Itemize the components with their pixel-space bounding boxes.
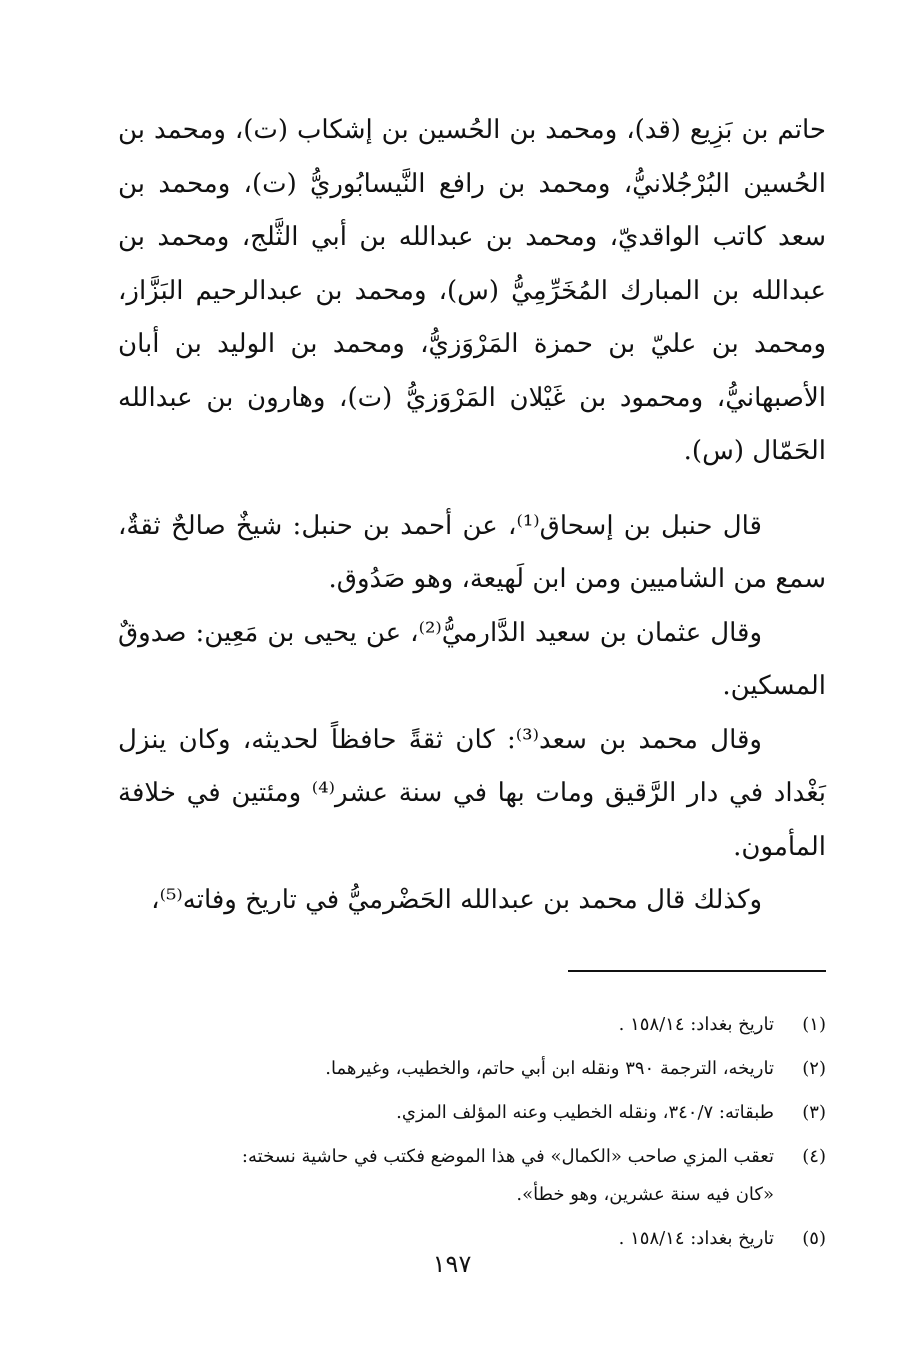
footnote-text: تعقب المزي صاحب «الكمال» في هذا الموضع فكتب في حاشية نسخته: «كان فيه سنة عشرين، وهو خطأ». [241, 1146, 774, 1205]
footnote-number: (٤) [802, 1146, 826, 1167]
footnote-text: طبقاته: ٣٤٠/٧، ونقله الخطيب وعنه المؤلف المزي. [396, 1102, 774, 1123]
footnote-text: تاريخه، الترجمة ٣٩٠ ونقله ابن أبي حاتم، والخطيب، وغيرهما. [325, 1058, 774, 1079]
footnote-number: (٢) [802, 1058, 826, 1079]
footnote-number: (٥) [802, 1228, 826, 1249]
paragraph-ibn-saad: وقال محمد بن سعد⁽³⁾: كان ثقةً حافظاً لحديثه، وكان ينزل بَغْداد في دار الرَّقيق ومات بها في سنة عشر⁽⁴⁾ ومئتين في خلافة المأمون. [118, 724, 826, 862]
footnote-1 [200, 1006, 826, 1044]
footnote-3 [200, 1094, 826, 1132]
paragraph-narrators: حاتم بن بَزِيع (قد)، ومحمد بن الحُسين بن إشكاب (ت)، ومحمد بن الحُسين البُرْجُلانيُّ، ومحمد بن رافع النَّيسابُوريُّ (ت)، ومحمد بن سعد كاتب الواقديّ، ومحمد بن عبدالله بن أبي الثَّلج، ومحمد بن عبدالله بن المبارك المُخَرِّمِيُّ (س)، ومحمد بن عبدالرحيم البَزَّاز، ومحمد بن عليّ بن حمزة المَرْوَزيُّ، ومحمد بن الوليد بن أبان الأصبهانيُّ، ومحمود بن غَيْلان المَرْوَزيُّ (ت)، وهارون بن عبدالله الحَمّال (س). [118, 115, 826, 466]
paragraph-darimi: وقال عثمان بن سعيد الدَّارميُّ⁽²⁾، عن يحيى بن مَعِين: صدوقٌ المسكين. [118, 617, 826, 701]
page-number: ١٩٧ [432, 1250, 472, 1278]
main-text [118, 104, 826, 928]
footnote-number: (١) [802, 1014, 826, 1035]
paragraph-hanbal: قال حنبل بن إسحاق⁽¹⁾، عن أحمد بن حنبل: شيخٌ صالحٌ ثقةٌ، سمع من الشاميين ومن ابن لَهيعة، وهو صَدُوق. [118, 510, 826, 594]
footnote-separator [568, 970, 826, 972]
footnote-2 [200, 1050, 826, 1088]
footnote-text: تاريخ بغداد: ١٥٨/١٤ . [618, 1228, 774, 1249]
footnote-text: تاريخ بغداد: ١٥٨/١٤ . [618, 1014, 774, 1035]
footnotes [200, 1006, 826, 1264]
paragraph-hadrami: وكذلك قال محمد بن عبدالله الحَضْرميُّ في تاريخ وفاته⁽⁵⁾، [151, 885, 762, 915]
footnote-4 [200, 1138, 826, 1214]
footnote-number: (٣) [802, 1102, 826, 1123]
